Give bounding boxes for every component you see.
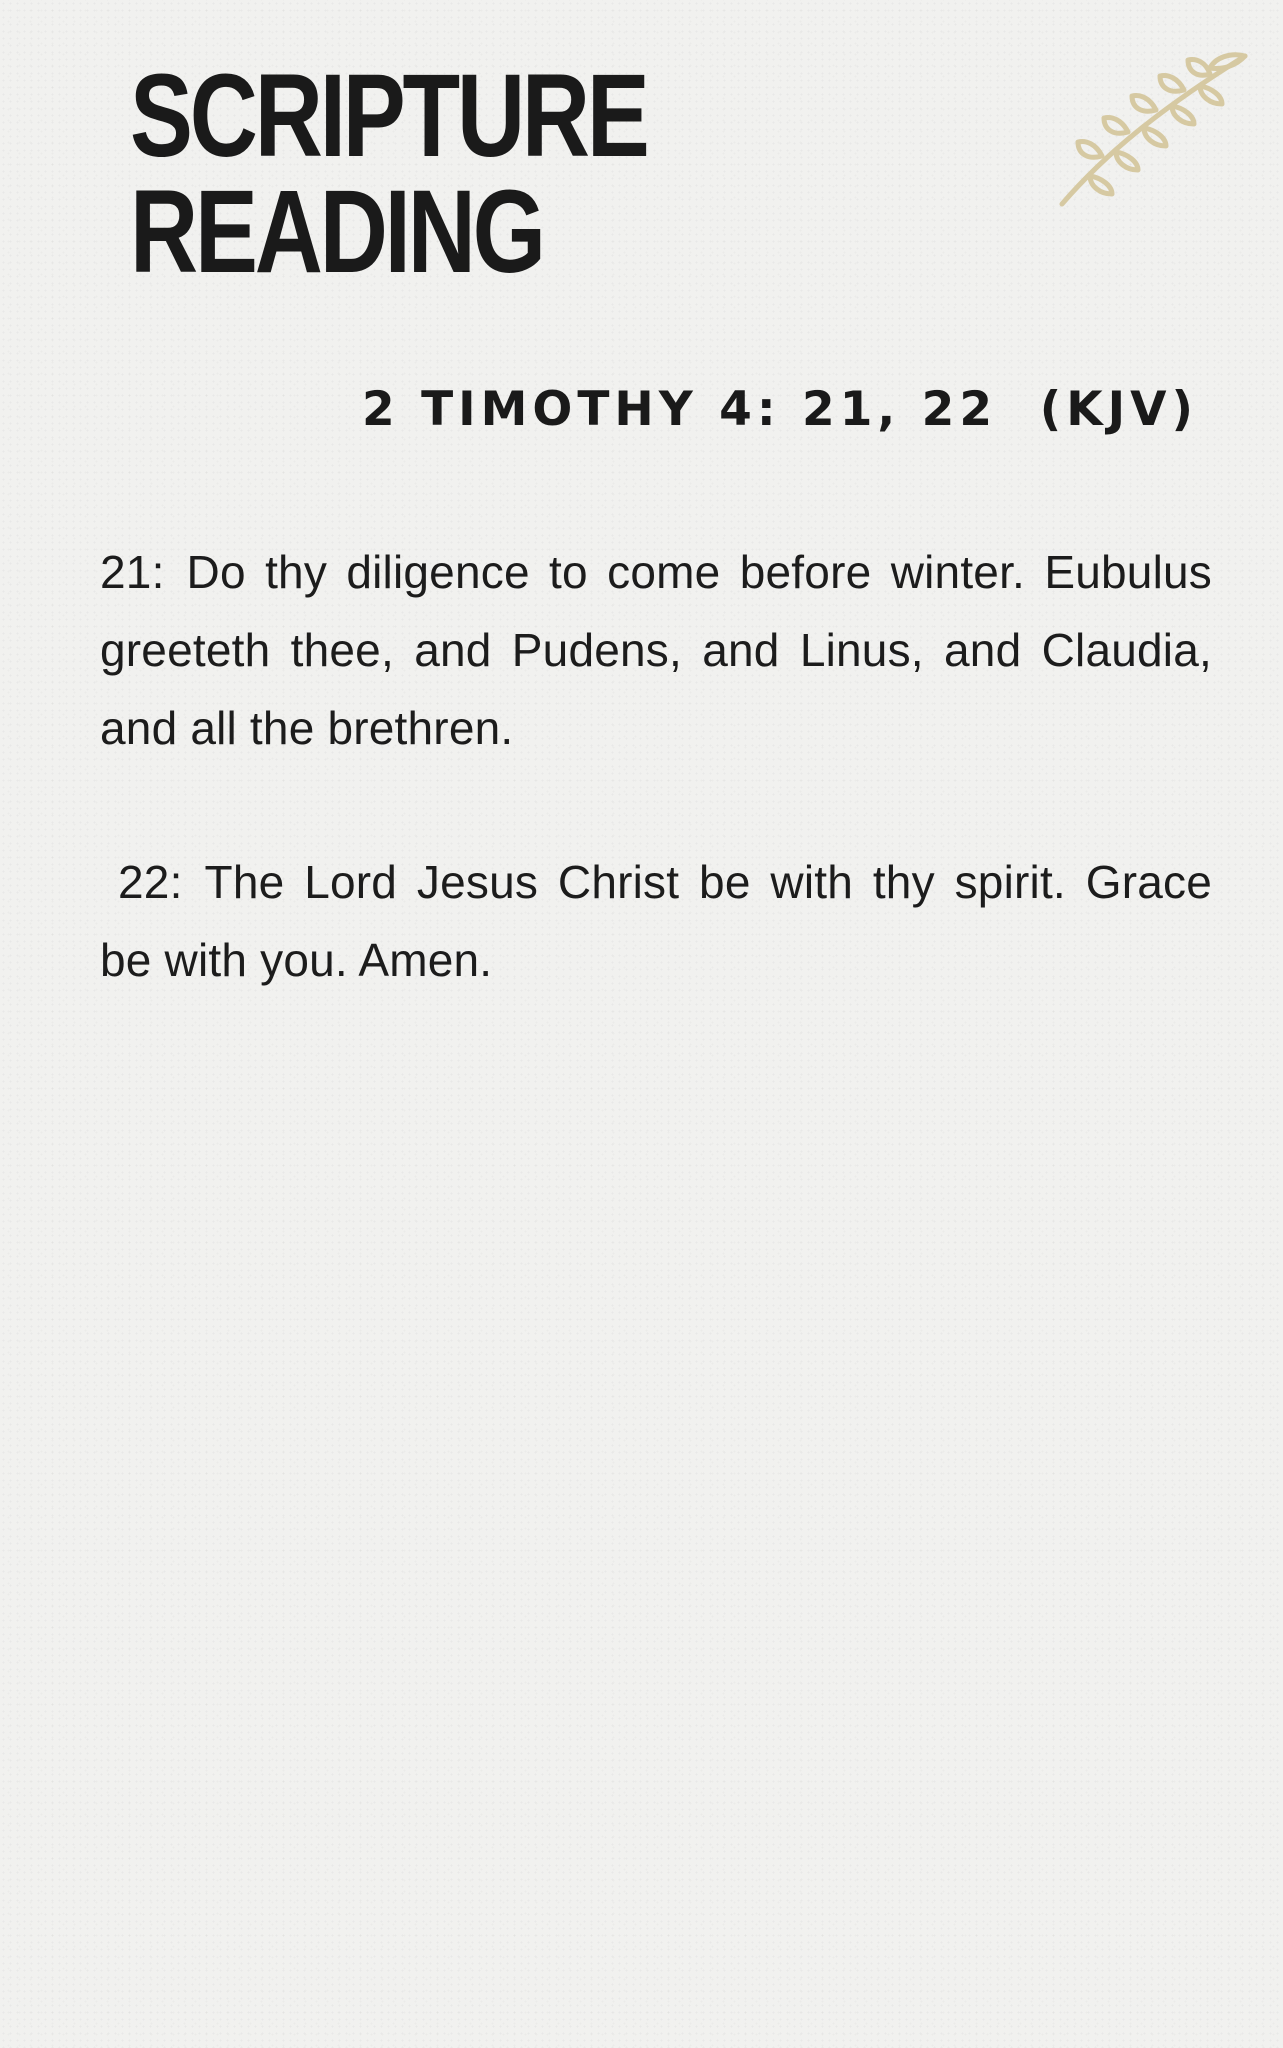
title-line-2: READING [130,166,543,298]
verse-number: 22: [118,856,183,908]
leaf-sprig-icon [1050,44,1260,214]
verse-text: The Lord Jesus Christ be with thy spirit. Grace be with you. Amen. [100,856,1212,986]
verse-22 [100,843,1212,999]
verses-section [100,533,1212,999]
title-line-1: SCRIPTURE [130,50,647,182]
verse-21 [100,533,1212,767]
scripture-reference: 2 TIMOTHY 4: 21, 22 (KJV) [362,382,1198,437]
verse-number: 21: [100,546,165,598]
verse-text: Do thy diligence to come before winter. Eubulus greeteth thee, and Pudens, and Linus, and Claudia, and all the brethren. [100,546,1212,754]
page-title [130,50,830,298]
